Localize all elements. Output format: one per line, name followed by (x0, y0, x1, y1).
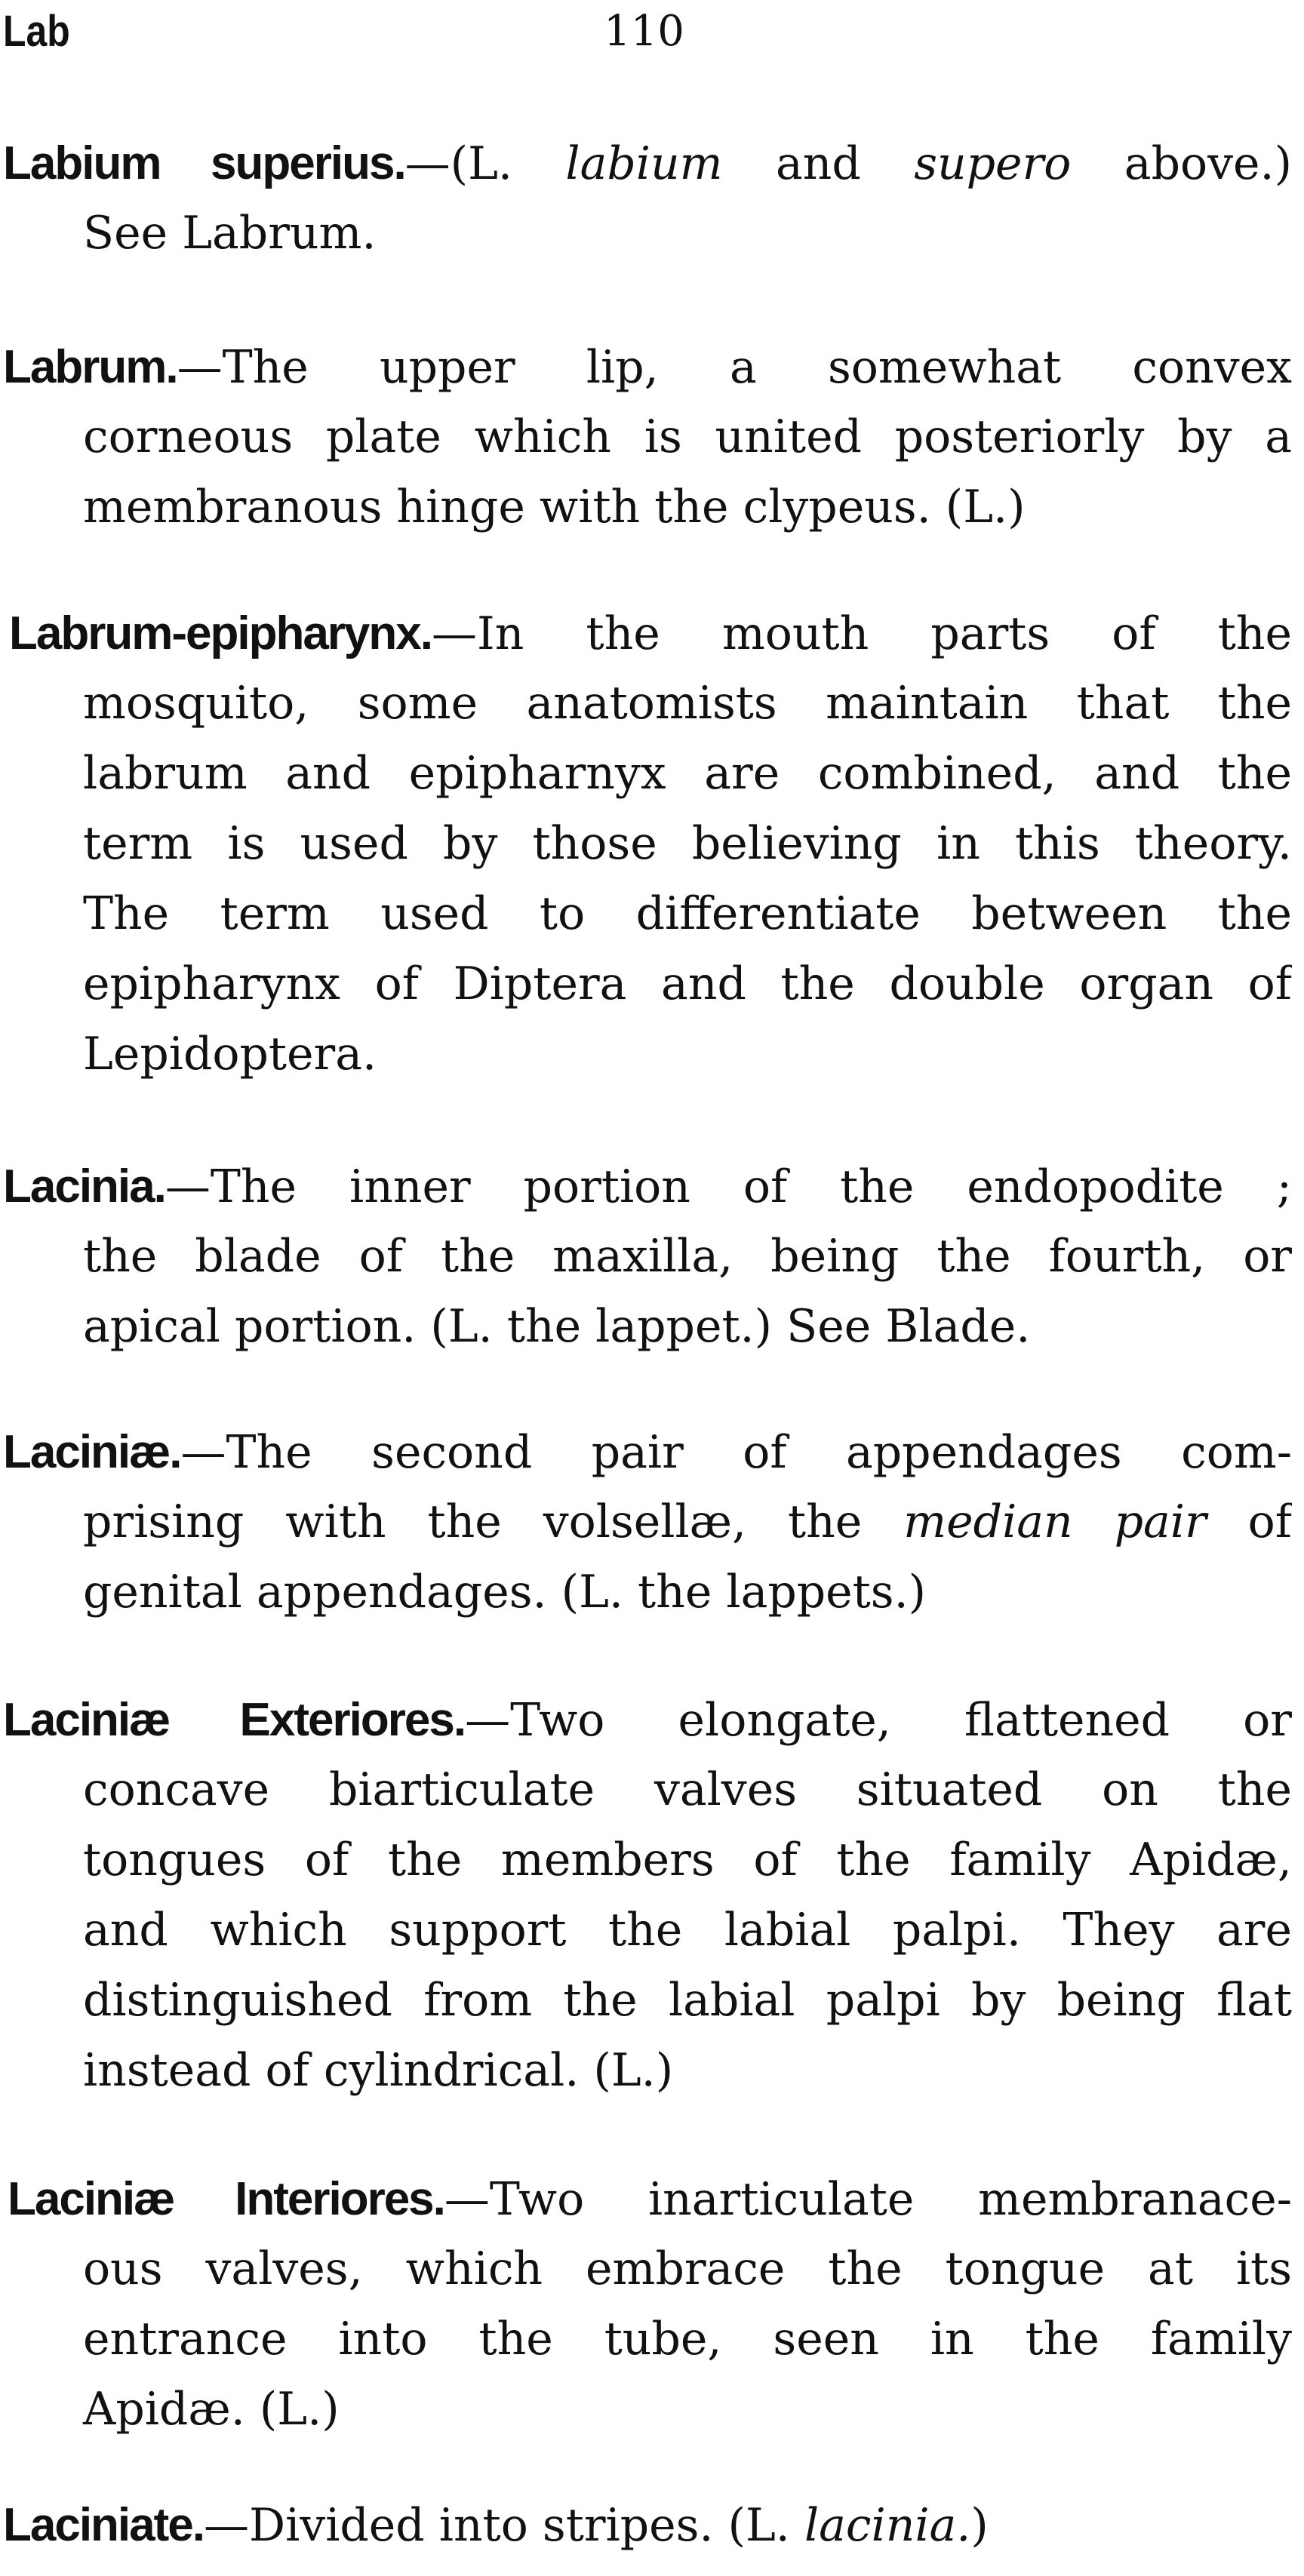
emphasis-text: median pair (903, 1495, 1207, 1548)
entry-term: Lacinia. (3, 1160, 165, 1213)
definition-text: tongues of the members of the family Apidæ, (83, 1834, 1292, 1886)
entry-line (0, 739, 1292, 809)
definition-text: the blade of the maxilla, being the fourth, or (83, 1230, 1292, 1283)
definition-text: labrum and epipharnyx are combined, and the (83, 747, 1292, 800)
entry-term: Labrum-epipharynx. (9, 607, 432, 659)
entry-line (0, 2164, 1292, 2234)
definition-text: prising with the volsellæ, the (83, 1495, 904, 1548)
entry-line (0, 402, 1292, 472)
entry-line (0, 1685, 1292, 1755)
definition-text: —Divided into stripes. (L. (204, 2499, 804, 2552)
definition-text: and (722, 137, 915, 190)
entry-labrum-epipharynx (0, 598, 1292, 1090)
entry-labrum (0, 332, 1292, 543)
latin-word: lacinia. (804, 2499, 971, 2552)
entry-term: Laciniæ. (3, 1426, 181, 1478)
entry-line (0, 1222, 1292, 1292)
entry-line (0, 2375, 1292, 2445)
entry-line (0, 2036, 1292, 2106)
entry-line (0, 332, 1292, 402)
entry-term: Laciniæ Interiores. (8, 2173, 444, 2225)
entry-term: Laciniæ Exteriores. (3, 1694, 466, 1746)
entry-labium-superius (0, 128, 1292, 269)
entry-line (0, 1966, 1292, 2036)
entry-line (0, 669, 1292, 739)
definition-text: term is used by those believing in this theory. (83, 817, 1292, 870)
entry-line (0, 2304, 1292, 2375)
entry-term: Labrum. (3, 341, 177, 393)
definition-text: —Two elongate, flattened or (465, 1694, 1292, 1747)
entry-line (0, 128, 1292, 198)
definition-text: entrance into the tube, seen in the family (83, 2313, 1292, 2365)
definition-text: above.) (1071, 137, 1292, 190)
entry-laciniate (0, 2490, 1292, 2560)
definition-text: —(L. (404, 137, 566, 190)
definition-text: corneous plate which is united posteriorly by a (83, 410, 1292, 463)
definition-text: See Labrum. (83, 207, 377, 260)
running-header (0, 0, 1304, 68)
entry-line (0, 1417, 1292, 1487)
entry-laciniae-exteriores (0, 1685, 1292, 2106)
entry-line (0, 1019, 1292, 1090)
definition-text: genital appendages. (L. the lappets.) (83, 1566, 927, 1618)
definition-text: Lepidoptera. (83, 1028, 377, 1081)
entry-line (0, 198, 1292, 269)
definition-text: —The upper lip, a somewhat convex (177, 341, 1292, 394)
entry-line (0, 1557, 1292, 1628)
entry-line (0, 1292, 1292, 1362)
entry-line (0, 1487, 1292, 1557)
definition-text: apical portion. (L. the lappet.) See Blade. (83, 1300, 1031, 1353)
entry-line (0, 809, 1292, 879)
definition-text: —In the mouth parts of the (432, 607, 1292, 660)
entry-laciniae-interiores (0, 2164, 1292, 2445)
entry-lacinia (0, 1151, 1292, 1362)
definition-text: membranous hinge with the clypeus. (L.) (83, 481, 1026, 533)
entry-line (0, 1825, 1292, 1895)
entry-line (0, 1151, 1292, 1222)
definition-text: epipharynx of Diptera and the double organ of (83, 958, 1292, 1010)
definition-text: —The inner portion of the endopodite ; (165, 1160, 1292, 1213)
entry-line (0, 1895, 1292, 1966)
latin-word: labium (565, 137, 723, 190)
definition-text: and which support the labial palpi. They are (83, 1904, 1292, 1957)
entry-line (0, 2490, 1292, 2560)
definition-text: —The second pair of appendages com- (180, 1426, 1292, 1479)
latin-word: supero (914, 137, 1072, 190)
page-number: 110 (604, 7, 684, 56)
definition-text: —Two inarticulate membranace- (444, 2173, 1292, 2226)
definition-text: concave biarticulate valves situated on the (83, 1763, 1292, 1816)
entry-line (0, 879, 1292, 949)
entry-term: Labium superius. (3, 137, 405, 189)
entry-laciniae (0, 1417, 1292, 1628)
entry-line (0, 472, 1292, 543)
entry-term: Laciniate. (3, 2499, 204, 2551)
definition-text: mosquito, some anatomists maintain that the (83, 677, 1292, 730)
definition-text: ) (970, 2499, 989, 2552)
definition-text: of (1206, 1495, 1292, 1548)
definition-text: distinguished from the labial palpi by being flat (83, 1974, 1292, 2027)
definition-text: instead of cylindrical. (L.) (83, 2044, 674, 2097)
definition-text: The term used to differentiate between the (83, 887, 1292, 940)
entry-line (0, 1755, 1292, 1825)
entry-line (0, 598, 1292, 669)
definition-text: Apidæ. (L.) (83, 2383, 340, 2436)
entry-line (0, 2234, 1292, 2304)
definition-text: ous valves, which embrace the tongue at its (83, 2242, 1292, 2295)
guide-word: Lab (3, 7, 70, 56)
entry-line (0, 949, 1292, 1019)
